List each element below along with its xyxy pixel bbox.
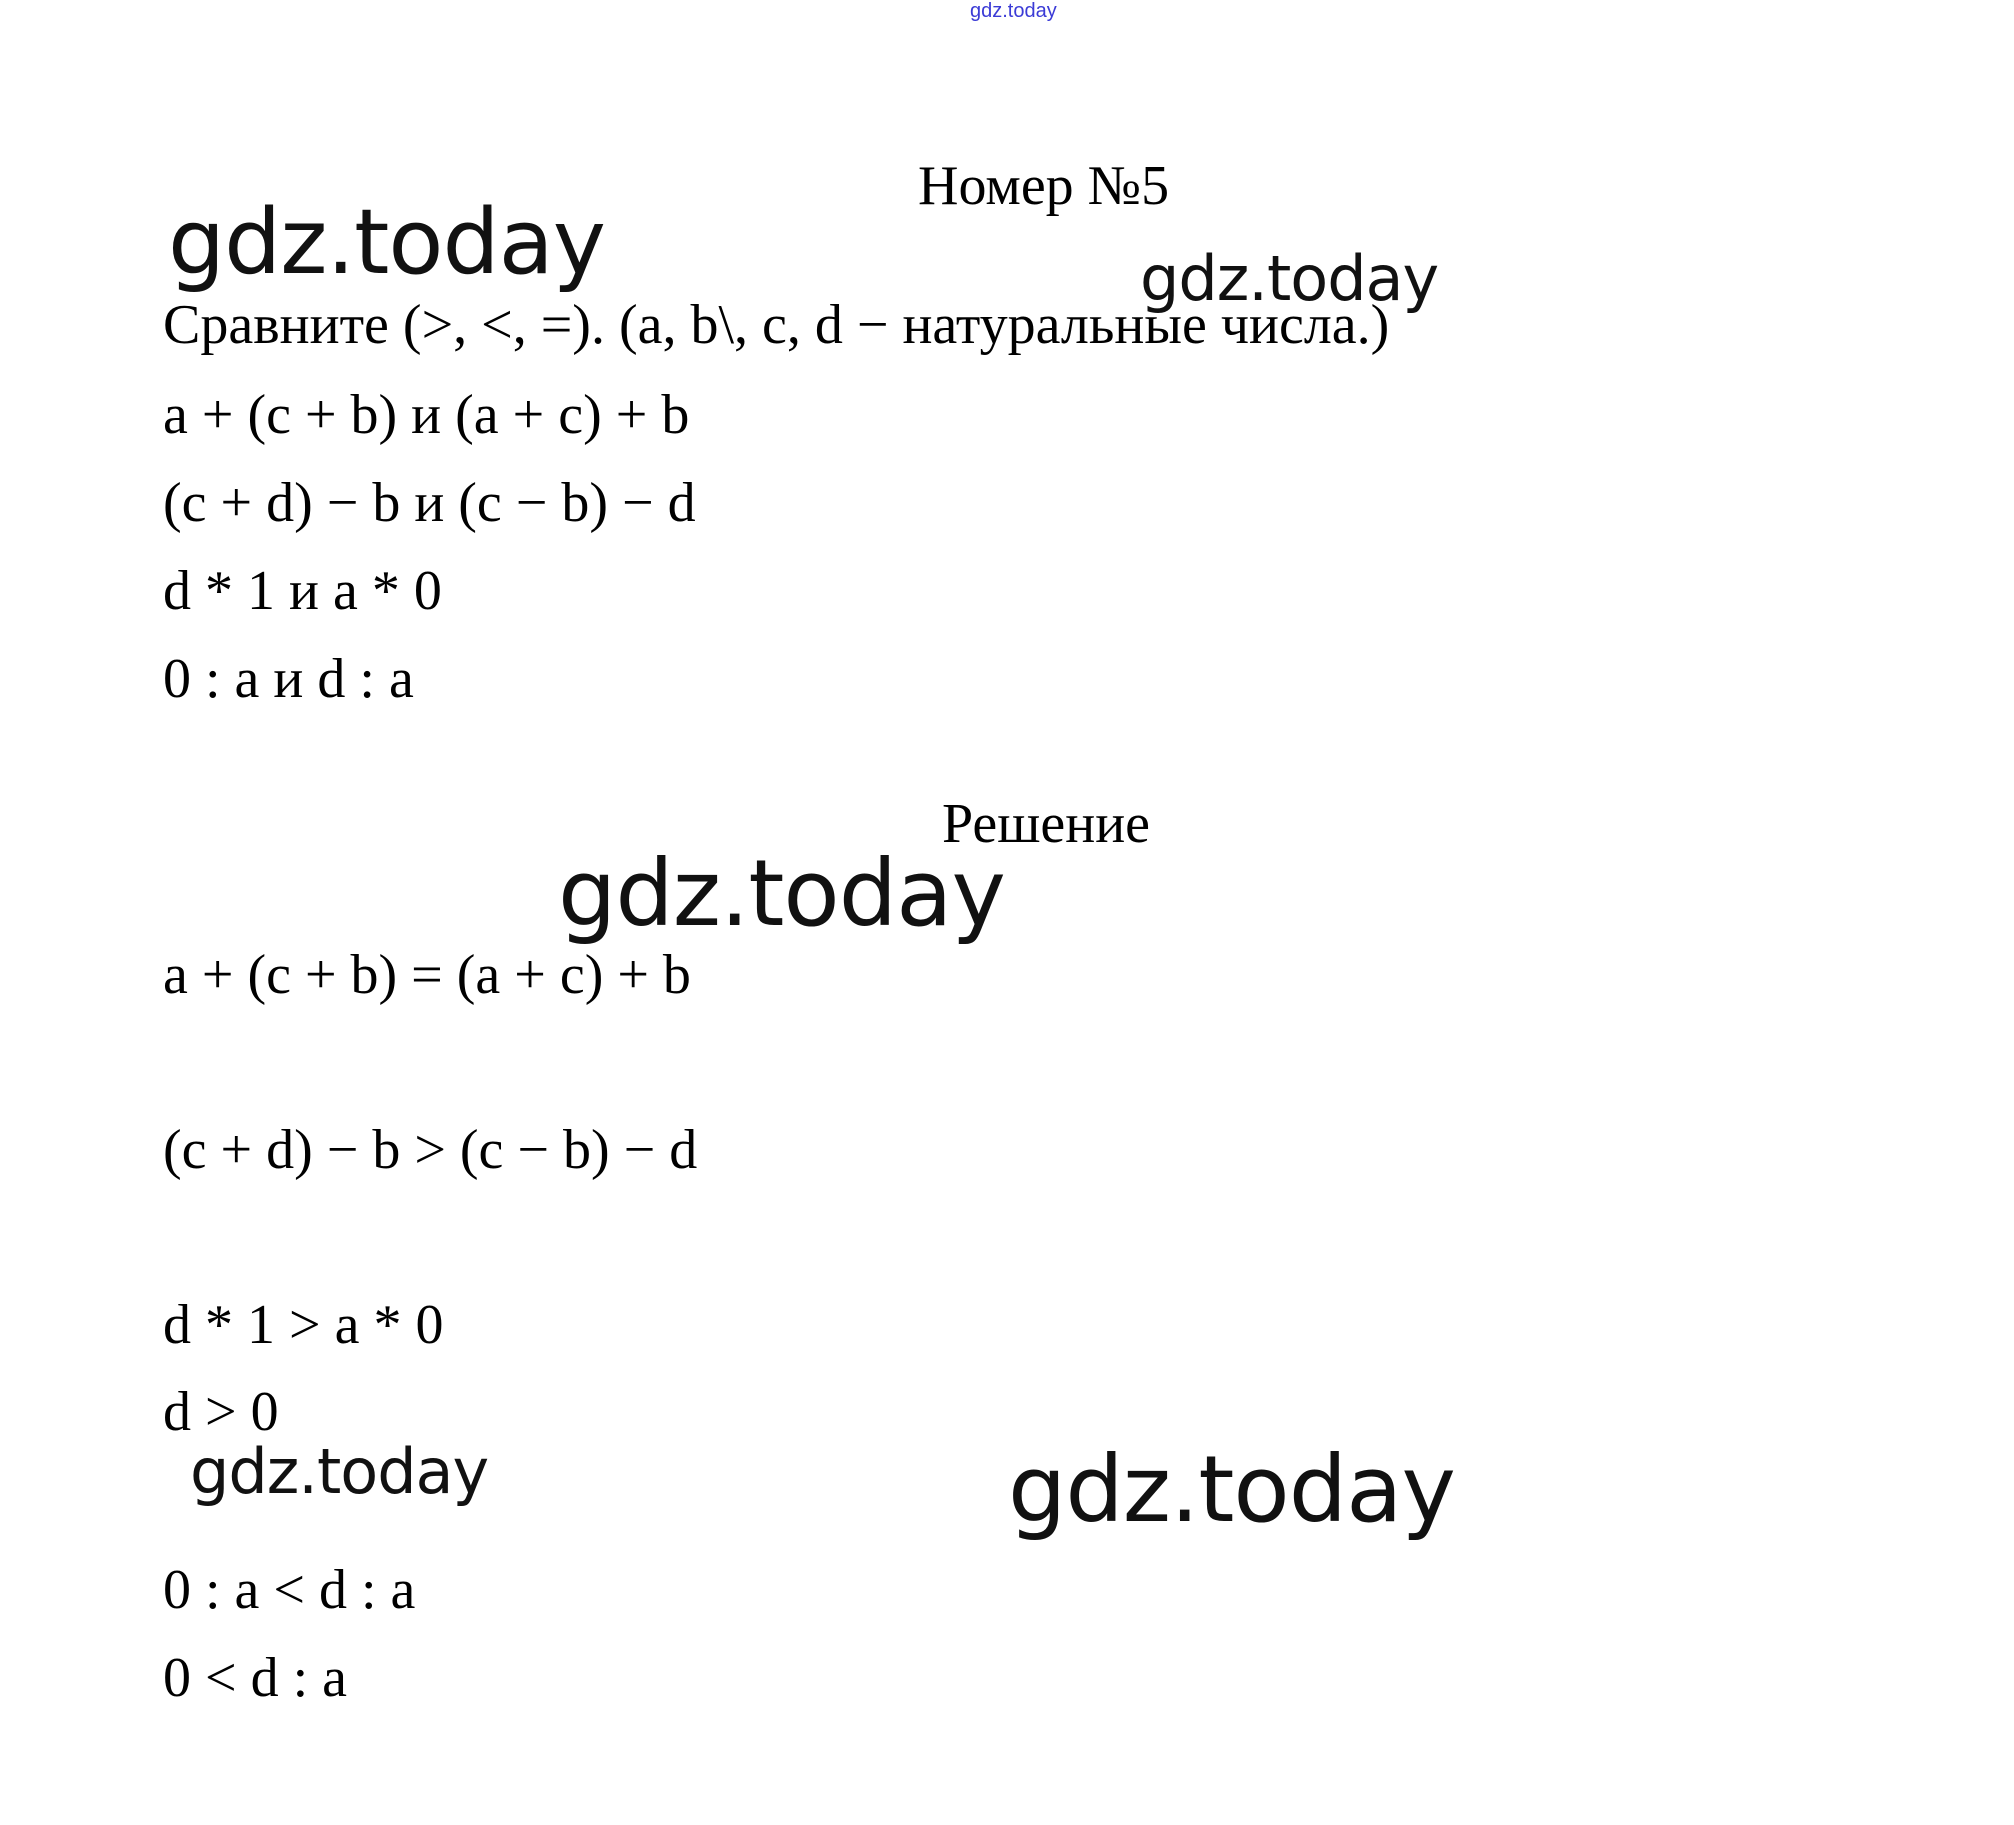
watermark: gdz.today xyxy=(1008,1436,1455,1543)
solution-line: 0 < d : a xyxy=(163,1647,347,1709)
solution-line: d > 0 xyxy=(163,1381,279,1443)
problem-item: (c + d) − b и (c − b) − d xyxy=(163,472,696,534)
solution-title: Решение xyxy=(942,793,1151,855)
problem-item: d * 1 и a * 0 xyxy=(163,560,442,622)
problem-item: 0 : a и d : a xyxy=(163,648,414,710)
solution-line: 0 : a < d : a xyxy=(163,1559,416,1621)
watermark: gdz.today xyxy=(168,190,606,295)
problem-item: a + (c + b) и (a + c) + b xyxy=(163,384,690,446)
watermark: gdz.today xyxy=(1140,242,1439,315)
solution-line: d * 1 > a * 0 xyxy=(163,1294,444,1356)
solution-line: (c + d) − b > (c − b) − d xyxy=(163,1119,698,1181)
header-watermark: gdz.today xyxy=(970,0,1057,22)
solution-line: a + (c + b) = (a + c) + b xyxy=(163,944,691,1006)
watermark: gdz.today xyxy=(558,840,1005,947)
watermark: gdz.today xyxy=(190,1435,489,1508)
problem-title: Номер №5 xyxy=(918,155,1170,217)
problem-statement: Сравните (>, <, =). (a, b\, c, d − натуральные числа.) xyxy=(163,294,1390,356)
